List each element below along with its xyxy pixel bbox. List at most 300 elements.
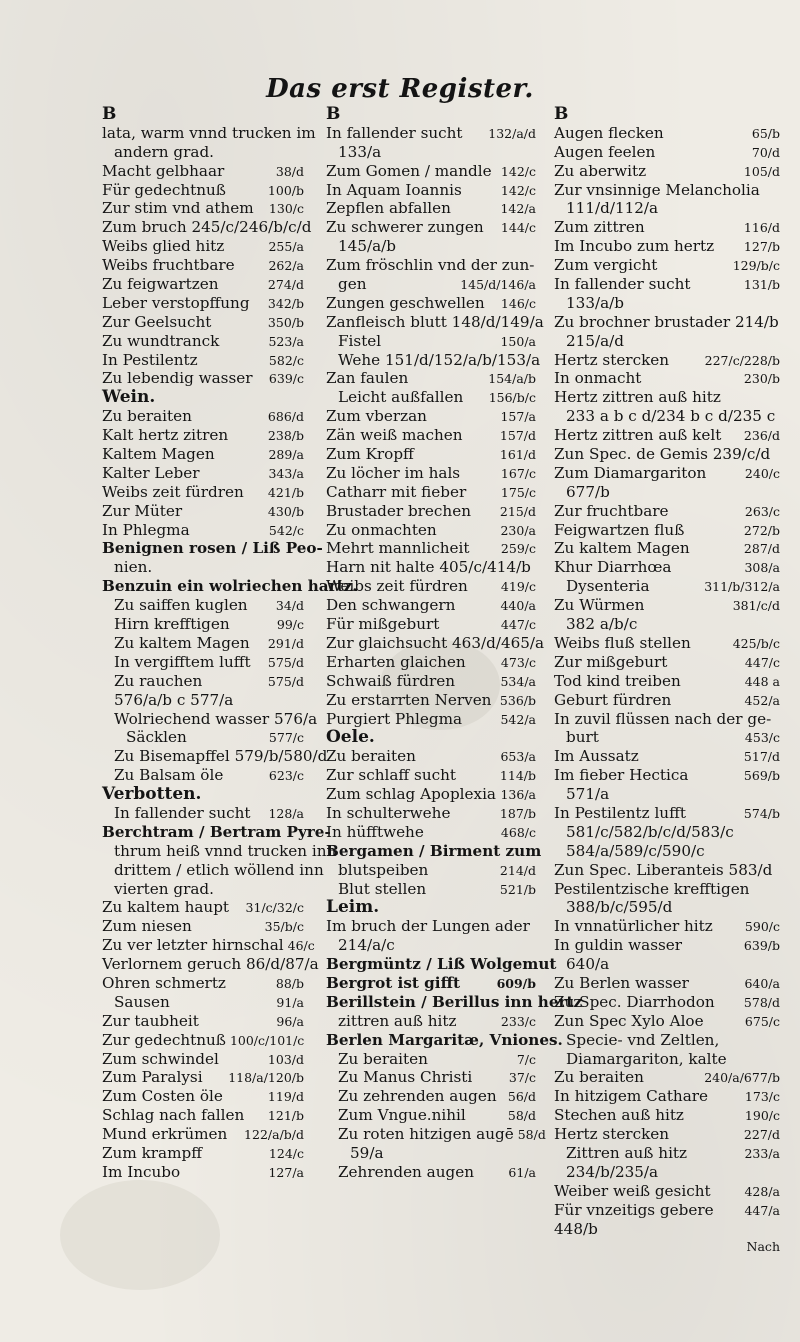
entry-text: Bergamen / Birment zum	[326, 841, 542, 860]
entry-text: Weibs zeit fürdren	[102, 482, 244, 501]
entry-text: Schwaiß fürdren	[326, 671, 455, 690]
index-entry	[326, 312, 544, 332]
index-entry	[554, 861, 780, 880]
index-entry	[554, 1144, 780, 1163]
entry-reference: 58/d	[507, 1108, 536, 1124]
index-entry	[326, 124, 536, 143]
entry-reference: 122/a/b/d	[244, 1127, 304, 1143]
entry-reference: 157/d	[499, 428, 536, 444]
entry-text: Zur glaichsucht 463/d/465/a	[326, 633, 545, 652]
entry-text: Zu erstarrten Nerven	[326, 690, 492, 709]
entry-reference: 287/d	[743, 541, 780, 557]
entry-reference: 145/d/146/a	[460, 277, 536, 293]
entry-reference: 132/a/d	[488, 125, 536, 141]
index-entry	[554, 521, 780, 540]
entry-text: Wolriechend wasser 576/a	[114, 709, 318, 728]
entry-reference: 46/c	[287, 938, 315, 954]
index-entry	[326, 275, 536, 294]
index-entry	[554, 237, 780, 256]
index-entry	[326, 804, 536, 823]
index-entry	[326, 162, 536, 181]
index-entry	[102, 294, 304, 313]
index-entry	[554, 143, 780, 162]
entry-text: drittem / etlich wöllend inn	[114, 860, 324, 879]
entry-text: Bergrot ist gifft	[326, 973, 461, 992]
entry-reference: 119/d	[267, 1089, 304, 1105]
entry-text: Wein.	[102, 387, 156, 408]
entry-reference: 686/d	[267, 409, 304, 425]
entry-reference: 144/c	[500, 220, 536, 236]
index-entry	[326, 955, 557, 974]
index-entry	[554, 124, 780, 143]
entry-text: Zur vnsinnige Melancholia	[554, 180, 760, 199]
entry-reference: 131/b	[743, 277, 780, 293]
index-entry	[554, 1031, 780, 1050]
index-entry	[102, 1087, 304, 1106]
index-entry	[102, 880, 304, 899]
entry-text: Zu beraiten	[338, 1049, 428, 1068]
entry-reference: 31/c/32/c	[245, 900, 304, 916]
index-entry	[554, 388, 780, 407]
entry-reference: 428/a	[744, 1183, 780, 1199]
entry-text: Pestilentzische krefftigen	[554, 879, 750, 898]
index-entry	[326, 936, 536, 955]
index-entry	[554, 804, 780, 823]
index-entry	[102, 955, 319, 974]
entry-reference: 534/a	[500, 673, 536, 689]
entry-text: Zum Gomen / mandle	[326, 161, 492, 180]
entry-text: Zu Spec. Diarrhodon	[554, 992, 715, 1011]
entry-text: In Phlegma	[102, 520, 190, 539]
section-heading	[102, 105, 304, 124]
entry-reference: 70/d	[751, 144, 780, 160]
index-entry	[102, 974, 304, 993]
entry-text: Weibs glied hitz	[102, 237, 225, 256]
entry-text: Zan faulen	[326, 369, 409, 388]
entry-text: Zu kaltem Magen	[114, 633, 250, 652]
entry-text: Dysenteria	[566, 577, 650, 596]
entry-text: Hertz stercken	[554, 1125, 670, 1144]
entry-reference: 448 a	[744, 673, 780, 689]
index-entry	[554, 898, 780, 917]
entry-text: Erharten glaichen	[326, 652, 466, 671]
entry-text: Blut stellen	[338, 879, 427, 898]
index-entry	[102, 917, 304, 936]
index-entry	[326, 199, 536, 218]
entry-text: andern grad.	[114, 142, 215, 161]
index-entry	[554, 747, 780, 766]
entry-text: Zur schlaff sucht	[326, 766, 456, 785]
index-entry	[102, 691, 304, 710]
entry-reference: 263/c	[744, 503, 780, 519]
entry-text: Zu schwerer zungen	[326, 218, 484, 237]
entry-text: Sausen	[114, 992, 170, 1011]
entry-reference: 154/a/b	[488, 371, 536, 387]
entry-reference: 227/c/228/b	[704, 352, 780, 368]
entry-text: Hertz stercken	[554, 350, 670, 369]
entry-text: 133/a/b	[566, 293, 624, 312]
index-entry	[102, 275, 304, 294]
entry-text: Tod kind treiben	[554, 671, 681, 690]
index-entry	[326, 539, 536, 558]
entry-text: In vnnatürlicher hitz	[554, 917, 713, 936]
entry-reference: 468/c	[500, 824, 536, 840]
entry-text: zittren auß hitz	[338, 1011, 457, 1030]
entry-text: gen	[338, 275, 367, 294]
index-entry	[326, 974, 536, 993]
entry-reference: 142/c	[500, 182, 536, 198]
entry-reference: 521/b	[499, 881, 536, 897]
entry-reference: 578/d	[743, 994, 780, 1010]
entry-text: Zu kaltem haupt	[102, 898, 230, 917]
entry-text: Zu onmachten	[326, 520, 437, 539]
entry-text: 640/a	[566, 955, 610, 974]
entry-text: Zu kaltem Magen	[554, 539, 690, 558]
entry-text: Kalter Leber	[102, 463, 200, 482]
index-entry	[102, 351, 304, 370]
index-entry	[554, 407, 780, 426]
entry-text: Im fieber Hectica	[554, 766, 689, 785]
index-entry	[102, 1012, 304, 1031]
entry-text: B	[326, 104, 341, 124]
index-entry	[326, 407, 536, 426]
index-entry	[102, 1106, 304, 1125]
index-entry	[554, 785, 780, 804]
index-entry	[554, 1012, 780, 1031]
index-entry	[102, 1068, 304, 1087]
entry-reference: 121/b	[267, 1108, 304, 1124]
entry-reference: 574/b	[743, 805, 780, 821]
entry-reference: 240/c	[744, 465, 780, 481]
entry-reference: 167/c	[500, 465, 536, 481]
entry-text: 576/a/b c 577/a	[114, 690, 234, 709]
entry-text: Zu beraiten	[102, 407, 192, 426]
entry-text: Schlag nach fallen	[102, 1106, 245, 1125]
entry-text: In hüfftwehe	[326, 822, 424, 841]
index-entry	[326, 785, 536, 804]
entry-text: Zur fruchtbare	[554, 501, 669, 520]
entry-text: Verbotten.	[102, 784, 202, 805]
index-entry	[326, 1050, 536, 1069]
entry-text: In Pestilentz lufft	[554, 803, 686, 822]
index-entry	[554, 256, 780, 275]
entry-text: Zum krampff	[102, 1143, 202, 1162]
entry-text: Zum vberzan	[326, 407, 427, 426]
entry-text: Zur mißgeburt	[554, 652, 668, 671]
index-entry	[326, 596, 536, 615]
entry-text: 571/a	[566, 785, 610, 804]
entry-text: Zu feigwartzen	[102, 275, 219, 294]
entry-reference: 308/a	[744, 560, 780, 576]
entry-text: In vergifftem lufft	[114, 652, 251, 671]
entry-text: Im Incubo zum hertz	[554, 237, 715, 256]
index-entry	[102, 426, 304, 445]
entry-reference: 105/d	[743, 163, 780, 179]
entry-reference: 342/b	[267, 295, 304, 311]
entry-text: Weibs fruchtbare	[102, 256, 235, 275]
index-entry	[554, 162, 780, 181]
entry-text: Zur stim vnd athem	[102, 199, 254, 218]
entry-reference: 255/a	[268, 239, 304, 255]
entry-reference: 227/d	[743, 1127, 780, 1143]
entry-text: 59/a	[350, 1143, 384, 1162]
entry-text: Weibs zeit fürdren	[326, 577, 468, 596]
entry-reference: 343/a	[268, 465, 304, 481]
entry-text: Kalt hertz zitren	[102, 426, 229, 445]
entry-text: Berillstein / Berillus inn hertz	[326, 992, 583, 1011]
entry-text: Hertz zittren auß kelt	[554, 426, 722, 445]
entry-reference: 577/c	[268, 730, 304, 746]
entry-reference: 61/a	[508, 1164, 536, 1180]
index-entry	[326, 1125, 546, 1144]
entry-reference: 350/b	[267, 314, 304, 330]
entry-text: Ohren schmertz	[102, 973, 226, 992]
entry-text: Oele.	[326, 727, 375, 748]
index-entry	[326, 992, 583, 1012]
entry-text: B	[554, 104, 569, 124]
entry-text: Benzuin ein wolriechen hartz.	[102, 577, 358, 596]
entry-reference: 639/c	[268, 371, 304, 387]
entry-text: Zu Bisemapffel 579/b/580/d	[114, 747, 328, 766]
entry-text: Zum Paralysi	[102, 1068, 203, 1087]
entry-reference: 161/d	[499, 447, 536, 463]
index-entry	[554, 596, 780, 615]
index-entry	[554, 1238, 780, 1257]
entry-reference: 65/b	[751, 125, 780, 141]
entry-reference: 103/d	[267, 1051, 304, 1067]
section-heading	[326, 105, 536, 124]
index-entry	[102, 634, 304, 653]
index-entry	[554, 483, 780, 502]
index-entry	[102, 709, 318, 729]
entry-text: Benignen rosen / Liß Peo-	[102, 539, 323, 558]
index-entry	[102, 653, 304, 672]
entry-reference: 639/b	[743, 938, 780, 954]
entry-text: In zuvil flüssen nach der ge-	[554, 709, 772, 728]
index-entry	[102, 1144, 304, 1163]
index-entry	[554, 539, 780, 558]
entry-text: burt	[566, 728, 599, 747]
index-entry	[102, 841, 337, 861]
index-entry	[554, 445, 780, 464]
index-entry	[326, 502, 536, 521]
index-entry	[554, 426, 780, 445]
entry-text: Leicht außfallen	[338, 388, 464, 407]
entry-reference: 88/b	[275, 975, 304, 991]
index-entry	[102, 407, 304, 426]
index-entry	[326, 1106, 536, 1125]
entry-text: Zun Spec. de Gemis 239/c/d	[554, 445, 771, 464]
section-heading	[102, 388, 304, 407]
index-entry	[326, 558, 536, 577]
entry-reference: 130/c	[268, 201, 304, 217]
index-entry	[102, 502, 304, 521]
entry-reference: 37/c	[508, 1070, 536, 1086]
index-entry	[554, 653, 780, 672]
entry-text: Zum Kropff	[326, 445, 414, 464]
index-entry	[102, 728, 304, 747]
index-entry	[554, 993, 780, 1012]
entry-text: In fallender sucht	[114, 803, 251, 822]
index-entry	[326, 388, 536, 407]
index-entry	[554, 218, 780, 237]
index-entry	[326, 332, 536, 351]
index-entry	[326, 653, 536, 672]
entry-text: Diamargariton, kalte	[566, 1049, 727, 1068]
entry-text: Im bruch der Lungen ader	[326, 917, 530, 936]
index-entry	[102, 445, 304, 464]
entry-text: Khur Diarrhœa	[554, 558, 672, 577]
index-entry	[554, 691, 780, 710]
entry-text: Säcklen	[126, 728, 187, 747]
index-entry	[326, 1012, 536, 1031]
entry-reference: 173/c	[744, 1089, 780, 1105]
entry-text: Zu beraiten	[326, 747, 416, 766]
index-entry	[326, 256, 536, 275]
entry-text: Zittren auß hitz	[566, 1143, 688, 1162]
entry-text: Catharr mit fieber	[326, 482, 467, 501]
index-entry	[326, 521, 536, 540]
index-entry	[554, 294, 780, 313]
entry-reference: 175/c	[500, 484, 536, 500]
index-entry	[554, 1163, 780, 1182]
index-entry	[326, 691, 536, 710]
entry-text: Zur Geelsucht	[102, 312, 212, 331]
index-entry	[102, 747, 328, 766]
entry-reference: 452/a	[744, 692, 780, 708]
index-entry	[554, 710, 780, 729]
entry-reference: 38/d	[275, 163, 304, 179]
index-entry	[326, 672, 536, 691]
index-entry	[102, 898, 304, 917]
entry-text: Für mißgeburt	[326, 615, 440, 634]
index-entry	[326, 181, 536, 200]
entry-text: 145/a/b	[338, 237, 396, 256]
entry-reference: 675/c	[744, 1013, 780, 1029]
index-entry	[554, 558, 780, 577]
entry-text: Zum bruch 245/c/246/b/c/d	[102, 218, 312, 237]
index-entry	[554, 1220, 780, 1239]
entry-reference: 116/d	[743, 220, 780, 236]
index-entry	[554, 615, 780, 634]
entry-text: Zu ver letzter hirnschal	[102, 936, 284, 955]
entry-reference: 623/c	[268, 768, 304, 784]
entry-reference: 230/b	[743, 371, 780, 387]
index-entry	[554, 1125, 780, 1144]
entry-reference: 473/c	[500, 654, 536, 670]
index-entry	[554, 502, 780, 521]
index-entry	[554, 1050, 780, 1069]
section-heading	[554, 105, 780, 124]
index-entry	[326, 1144, 536, 1163]
entry-text: Harn nit halte 405/c/414/b	[326, 558, 531, 577]
entry-text: 233 a b c d/234 b c d/235 c	[566, 407, 776, 426]
entry-reference: 233/c	[500, 1013, 536, 1029]
entry-text: Berchtram / Bertram Pyre-	[102, 822, 331, 841]
entry-text: Zum Vngue.nihil	[338, 1106, 466, 1125]
entry-reference: 311/b/312/a	[704, 579, 780, 595]
entry-reference: 136/a	[500, 787, 536, 803]
entry-reference: 653/a	[500, 749, 536, 765]
index-entry	[102, 123, 316, 143]
entry-reference: 421/b	[267, 484, 304, 500]
entry-reference: 99/c	[276, 617, 304, 633]
entry-reference: 142/c	[500, 163, 536, 179]
index-entry	[554, 1087, 780, 1106]
entry-text: vierten grad.	[114, 879, 214, 898]
entry-reference: 58/d	[517, 1127, 546, 1143]
entry-reference: 129/b/c	[732, 258, 780, 274]
index-entry	[554, 275, 780, 294]
index-entry	[554, 880, 780, 899]
entry-text: Zu Würmen	[554, 596, 645, 615]
index-entry	[554, 672, 780, 691]
index-entry	[102, 804, 304, 823]
section-heading	[326, 728, 536, 747]
entry-text: Mehrt mannlicheit	[326, 539, 470, 558]
index-entry	[102, 181, 304, 200]
entry-text: Zur gedechtnuß	[102, 1030, 226, 1049]
entry-text: Zum Costen öle	[102, 1087, 223, 1106]
entry-reference: 590/c	[744, 919, 780, 935]
index-entry	[554, 313, 780, 332]
entry-reference: 381/c/d	[732, 598, 780, 614]
entry-reference: 517/d	[743, 749, 780, 765]
index-entry	[326, 1087, 536, 1106]
entry-text: Zum zittren	[554, 218, 645, 237]
entry-reference: 425/b/c	[732, 635, 780, 651]
entry-text: 382 a/b/c	[566, 615, 638, 634]
entry-reference: 35/b/c	[264, 919, 304, 935]
entry-text: 388/b/c/595/d	[566, 898, 673, 917]
entry-reference: 190/c	[744, 1108, 780, 1124]
entry-text: Zur Müter	[102, 501, 183, 520]
entry-text: In Aquam Ioannis	[326, 180, 462, 199]
entry-reference: 240/a/677/b	[704, 1070, 780, 1086]
entry-text: Zur taubheit	[102, 1011, 199, 1030]
index-entry	[102, 558, 304, 577]
entry-reference: 91/a	[276, 994, 304, 1010]
index-entry	[554, 842, 780, 861]
entry-reference: 542/c	[268, 522, 304, 538]
entry-reference: 262/a	[268, 258, 304, 274]
index-entry	[326, 369, 536, 388]
entry-reference: 289/a	[268, 447, 304, 463]
entry-reference: 100/c/101/c	[229, 1032, 305, 1048]
entry-text: Brustader brechen	[326, 501, 471, 520]
entry-reference: 127/a	[268, 1164, 304, 1180]
index-entry	[326, 483, 536, 502]
section-heading	[326, 898, 536, 917]
index-entry	[554, 199, 780, 218]
index-entry	[102, 615, 304, 634]
index-entry	[326, 841, 542, 861]
index-entry	[102, 218, 312, 237]
entry-text: Zum niesen	[102, 917, 192, 936]
entry-text: Zum vergicht	[554, 256, 658, 275]
index-entry	[326, 710, 536, 729]
entry-reference: 569/b	[743, 768, 780, 784]
entry-text: Kaltem Magen	[102, 445, 215, 464]
entry-text: Zu brochner brustader 214/b	[554, 312, 779, 331]
entry-reference: 114/b	[499, 768, 536, 784]
index-entry	[326, 747, 536, 766]
entry-text: Mund erkrümen	[102, 1125, 228, 1144]
entry-reference: 56/d	[507, 1089, 536, 1105]
entry-text: Leim.	[326, 897, 380, 918]
entry-text: In fallender sucht	[554, 275, 691, 294]
index-entry	[326, 577, 536, 596]
